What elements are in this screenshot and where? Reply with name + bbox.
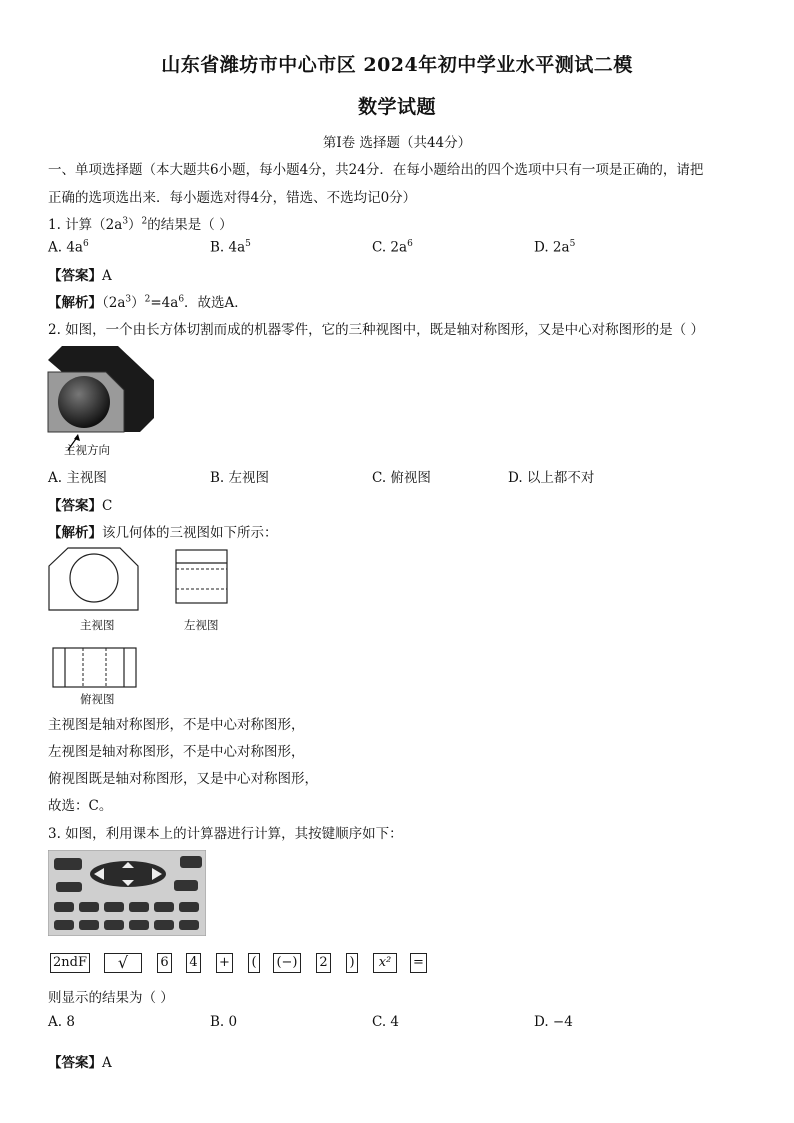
key-sqrt: √ xyxy=(104,953,142,973)
side-view-figure xyxy=(175,549,229,605)
key-open-paren: ( xyxy=(248,953,260,973)
q3-option-b: B. 0 xyxy=(210,1014,238,1030)
key-4: 4 xyxy=(186,953,201,973)
q1-analysis: 【解析】$(2a^3)^2=4a^6$．故选A． xyxy=(48,294,248,311)
q1-answer: 【答案】A xyxy=(48,268,112,284)
q1-option-d: D. $2a^5$ xyxy=(534,239,576,256)
calculator-photo xyxy=(48,850,206,936)
q2-option-a: A. 主视图 xyxy=(48,470,107,486)
q3-stem: 3. 如图，利用课本上的计算器进行计算，其按键顺序如下： xyxy=(48,826,403,842)
q1-option-b: B. $4a^5$ xyxy=(210,239,251,256)
q3-option-d: D. −4 xyxy=(534,1014,573,1030)
key-negative: (−) xyxy=(273,953,301,973)
q2-option-d: D. 以上都不对 xyxy=(508,470,595,486)
key-2: 2 xyxy=(316,953,331,973)
q2-answer: 【答案】C xyxy=(48,498,113,514)
figure-caption: 主视方向 xyxy=(64,443,110,457)
q3-option-a: A. 8 xyxy=(48,1014,75,1030)
q3-option-c: C. 4 xyxy=(372,1014,400,1030)
q2-option-b: B. 左视图 xyxy=(210,470,270,486)
intro-line-1: 一、单项选择题（本大题共6小题，每小题4分，共24分．在每小题给出的四个选项中只有一项是正确的，请把 xyxy=(48,162,704,178)
section-heading: 第Ⅰ卷 选择题（共44分） xyxy=(322,135,472,151)
key-square: x² xyxy=(373,953,397,973)
q2-analysis: 【解析】该几何体的三视图如下所示： xyxy=(48,525,278,541)
page-subtitle: 数学试题 xyxy=(357,96,436,118)
q3-result-stem: 则显示的结果为（ ） xyxy=(48,990,174,1006)
q3-answer: 【答案】A xyxy=(48,1055,112,1071)
key-close-paren: ) xyxy=(346,953,358,973)
q1-option-c: C. $2a^6$ xyxy=(372,239,413,256)
key-2ndf: 2ndF xyxy=(50,953,90,973)
q1-stem: 1. 计算$(2a^3)^2$的结果是（ ） xyxy=(48,216,233,233)
key-equals: = xyxy=(410,953,427,973)
key-plus: + xyxy=(216,953,233,973)
top-view-label: 俯视图 xyxy=(80,692,115,706)
page-title: 山东省潍坊市中心市区 2024年初中学业水平测试二模 xyxy=(161,54,633,76)
q2-explain-3: 俯视图既是轴对称图形，又是中心对称图形， xyxy=(48,771,318,787)
q2-option-c: C. 俯视图 xyxy=(372,470,431,486)
q2-stem: 2. 如图，一个由长方体切割而成的机器零件，它的三种视图中，既是轴对称图形，又是中心对称图形的是（ ） xyxy=(48,322,704,338)
key-6: 6 xyxy=(157,953,172,973)
q1-option-a: A. $4a^6$ xyxy=(48,239,89,256)
intro-line-2: 正确的选项选出来．每小题选对得4分，错选、不选均记0分） xyxy=(48,190,417,206)
q2-explain-2: 左视图是轴对称图形，不是中心对称图形， xyxy=(48,744,305,760)
top-view-figure xyxy=(52,647,138,689)
q2-explain-4: 故选：C。 xyxy=(48,798,113,814)
q2-explain-1: 主视图是轴对称图形，不是中心对称图形， xyxy=(48,717,305,733)
front-view-label: 主视图 xyxy=(80,618,115,632)
front-view-figure xyxy=(48,546,140,612)
side-view-label: 左视图 xyxy=(184,618,219,632)
